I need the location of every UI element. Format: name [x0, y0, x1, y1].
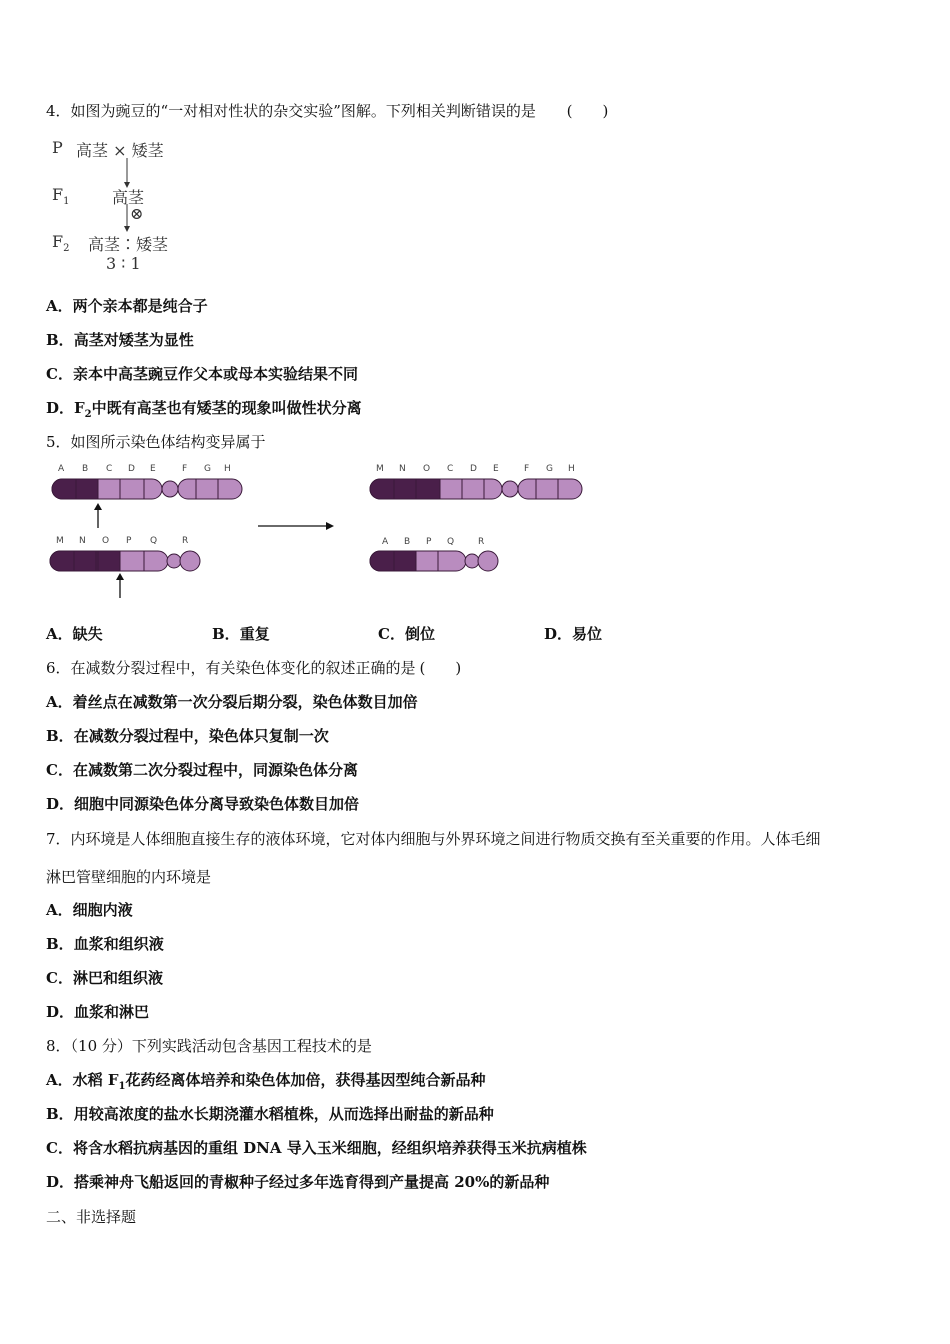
q4-stem	[46, 101, 608, 121]
q4-paren: ( )	[566, 102, 609, 120]
q5-options-row	[46, 624, 602, 644]
gene-label: F	[182, 464, 188, 474]
diagram-f1-value: 高茎	[112, 188, 145, 207]
gene-label: Q	[150, 536, 158, 546]
q6-option-b[interactable]: B．在减数分裂过程中，染色体只复制一次	[46, 727, 329, 745]
q6-option-d[interactable]: D．细胞中同源染色体分离导致染色体数目加倍	[46, 795, 360, 813]
gene-label: O	[102, 536, 110, 546]
chromosome-top-left	[52, 479, 242, 499]
q6-option-c[interactable]: C．在减数第二次分裂过程中，同源染色体分离	[46, 761, 358, 779]
gene-label: R	[478, 537, 485, 547]
q8-option-b[interactable]: B．用较高浓度的盐水长期浇灌水稻植株，从而选择出耐盐的新品种	[46, 1105, 494, 1123]
gene-label: M	[376, 464, 384, 474]
diagram-f2-ratio: 3 ∶ 1	[106, 254, 141, 273]
gene-label: D	[128, 464, 135, 474]
q4-option-c[interactable]: C．亲本中高茎豌豆作父本或母本实验结果不同	[46, 365, 358, 383]
diagram-p-label: P	[52, 138, 63, 157]
q7-stem-line1: 7．内环境是人体细胞直接生存的液体环境，它对体内细胞与外界环境之间进行物质交换有至关重要的作用。人体毛细	[46, 830, 821, 848]
gene-label: C	[447, 464, 454, 474]
gene-label: O	[423, 464, 431, 474]
q5-option-d[interactable]: D．易位	[544, 625, 603, 643]
chromosome-bottom-right	[370, 551, 498, 571]
gene-label: N	[399, 464, 406, 474]
diagram-f2-value: 高茎∶矮茎	[88, 235, 169, 254]
chromosome-diagram	[40, 460, 600, 605]
gene-label: N	[79, 536, 86, 546]
q8-option-c[interactable]: C．将含水稻抗病基因的重组 DNA 导入玉米细胞，经组织培养获得玉米抗病植株	[46, 1139, 587, 1157]
gene-label: F	[524, 464, 530, 474]
cross-arrows	[118, 156, 138, 236]
q6-option-a[interactable]: A．着丝点在减数第一次分裂后期分裂，染色体数目加倍	[46, 693, 418, 711]
chromosome-top-right	[370, 479, 582, 499]
diagram-f1-label: $F_1$	[52, 185, 70, 208]
q7-stem-line2: 淋巴管壁细胞的内环境是	[46, 868, 212, 886]
self-cross-icon: ⊗	[130, 204, 144, 223]
gene-label: P	[126, 536, 132, 546]
q7-option-c[interactable]: C．淋巴和组织液	[46, 969, 163, 987]
q5-stem: 5．如图所示染色体结构变异属于	[46, 433, 266, 451]
q5-option-c[interactable]: C．倒位	[378, 625, 435, 643]
gene-label: H	[224, 464, 231, 474]
q4-option-d[interactable]: D．$F_2$中既有高茎也有矮茎的现象叫做性状分离	[46, 399, 362, 420]
q7-option-b[interactable]: B．血浆和组织液	[46, 935, 164, 953]
q4-option-b[interactable]: B．高茎对矮茎为显性	[46, 331, 194, 349]
gene-label: C	[106, 464, 113, 474]
gene-label: R	[182, 536, 189, 546]
q5-option-b[interactable]: B．重复	[212, 625, 270, 643]
gene-label: G	[204, 464, 211, 474]
gene-label: E	[493, 464, 499, 474]
q5-option-a[interactable]: A．缺失	[46, 625, 103, 643]
gene-label: G	[546, 464, 553, 474]
q8-stem: 8．（10 分）下列实践活动包含基因工程技术的是	[46, 1037, 372, 1055]
gene-label: B	[82, 464, 89, 474]
gene-label: A	[58, 464, 65, 474]
q8-option-a[interactable]: A．水稻 $F_1$花药经离体培养和染色体加倍，获得基因型纯合新品种	[46, 1071, 486, 1092]
gene-label: E	[150, 464, 156, 474]
diagram-f2-label: $F_2$	[52, 232, 70, 255]
gene-label: D	[470, 464, 477, 474]
q7-option-d[interactable]: D．血浆和淋巴	[46, 1003, 150, 1021]
gene-label: Q	[447, 537, 455, 547]
section-heading: 二、非选择题	[46, 1208, 137, 1226]
q4-option-a[interactable]: A．两个亲本都是纯合子	[46, 297, 208, 315]
q6-stem: 6．在减数分裂过程中，有关染色体变化的叙述正确的是 ( )	[46, 659, 462, 677]
gene-label: M	[56, 536, 64, 546]
diagram-p-cross: 高茎 × 矮茎	[76, 141, 164, 160]
q8-option-d[interactable]: D．搭乘神舟飞船返回的青椒种子经过多年选育得到产量提高 20%的新品种	[46, 1173, 550, 1191]
gene-label: B	[404, 537, 411, 547]
q4-stem-text: 4．如图为豌豆的“一对相对性状的杂交实验”图解。下列相关判断错误的是	[46, 102, 536, 120]
gene-label: P	[426, 537, 432, 547]
q7-option-a[interactable]: A．细胞内液	[46, 901, 133, 919]
gene-label: A	[382, 537, 389, 547]
chromosome-bottom-left	[50, 551, 200, 571]
transformation-arrow	[258, 522, 334, 530]
gene-label: H	[568, 464, 575, 474]
